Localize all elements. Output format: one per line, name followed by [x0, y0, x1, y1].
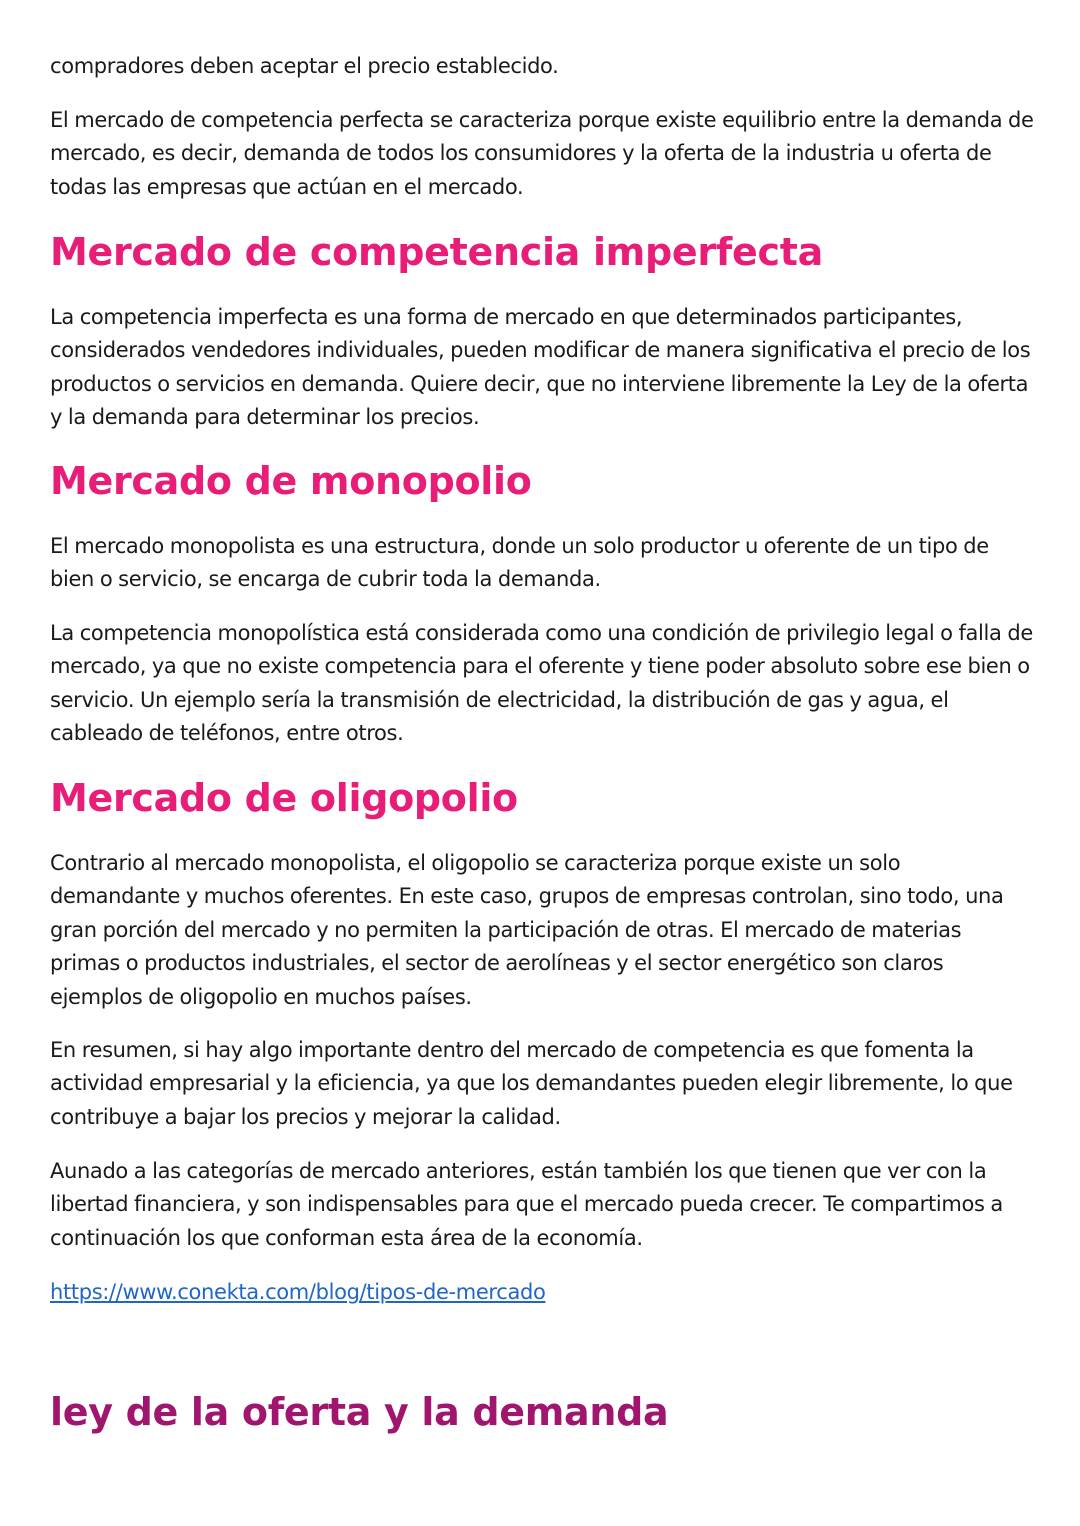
heading-monopoly: Mercado de monopolio	[50, 459, 532, 503]
source-link[interactable]: https://www.conekta.com/blog/tipos-de-mercado	[50, 1280, 546, 1304]
paragraph-price-acceptance: compradores deben aceptar el precio establecido.	[50, 54, 559, 78]
paragraph-monopolistic-competition: La competencia monopolística está considerada como una condición de privilegio legal o falla de mercado, ya que no existe competencia para el oferente y tiene poder absoluto sobre ese bien o servicio. Un ejemplo sería la transmisión de electricidad, la distribución de gas y agua, el cableado de teléfonos, entre otros.	[50, 621, 1033, 746]
heading-imperfect-competition: Mercado de competencia imperfecta	[50, 230, 823, 274]
paragraph-summary: En resumen, si hay algo importante dentro del mercado de competencia es que fomenta la actividad empresarial y la eficiencia, ya que los demandantes pueden elegir libremente, lo que contribuye a bajar los precios y mejorar la calidad.	[50, 1038, 1013, 1129]
paragraph-oligopoly: Contrario al mercado monopolista, el oligopolio se caracteriza porque existe un solo demandante y muchos oferentes. En este caso, grupos de empresas controlan, sino todo, una gran porción del mercado y no permiten la participación de otras. El mercado de materias primas o productos industriales, el sector de aerolíneas y el sector energético son claros ejemplos de oligopolio en muchos países.	[50, 851, 1004, 1009]
paragraph-perfect-competition: El mercado de competencia perfecta se caracteriza porque existe equilibrio entre la demanda de mercado, es decir, demanda de todos los consumidores y la oferta de la industria u oferta de todas las empresas que actúan en el mercado.	[50, 108, 1034, 199]
paragraph-imperfect-competition: La competencia imperfecta es una forma de mercado en que determinados participantes, considerados vendedores individuales, pueden modificar de manera significativa el precio de los productos o servicios en demanda. Quiere decir, que no interviene libremente la Ley de la oferta y la demanda para determinar los precios.	[50, 305, 1031, 430]
paragraph-financial-freedom: Aunado a las categorías de mercado anteriores, están también los que tienen que ver con la libertad financiera, y son indispensables para que el mercado pueda crecer. Te compartimos a continuación los que conforman esta área de la economía.	[50, 1159, 1003, 1250]
heading-supply-demand-law: ley de la oferta y la demanda	[50, 1390, 669, 1434]
heading-oligopoly: Mercado de oligopolio	[50, 776, 518, 820]
paragraph-monopoly-structure: El mercado monopolista es una estructura, donde un solo productor u oferente de un tipo de bien o servicio, se encarga de cubrir toda la demanda.	[50, 534, 989, 592]
source-link-container	[50, 1276, 1035, 1309]
